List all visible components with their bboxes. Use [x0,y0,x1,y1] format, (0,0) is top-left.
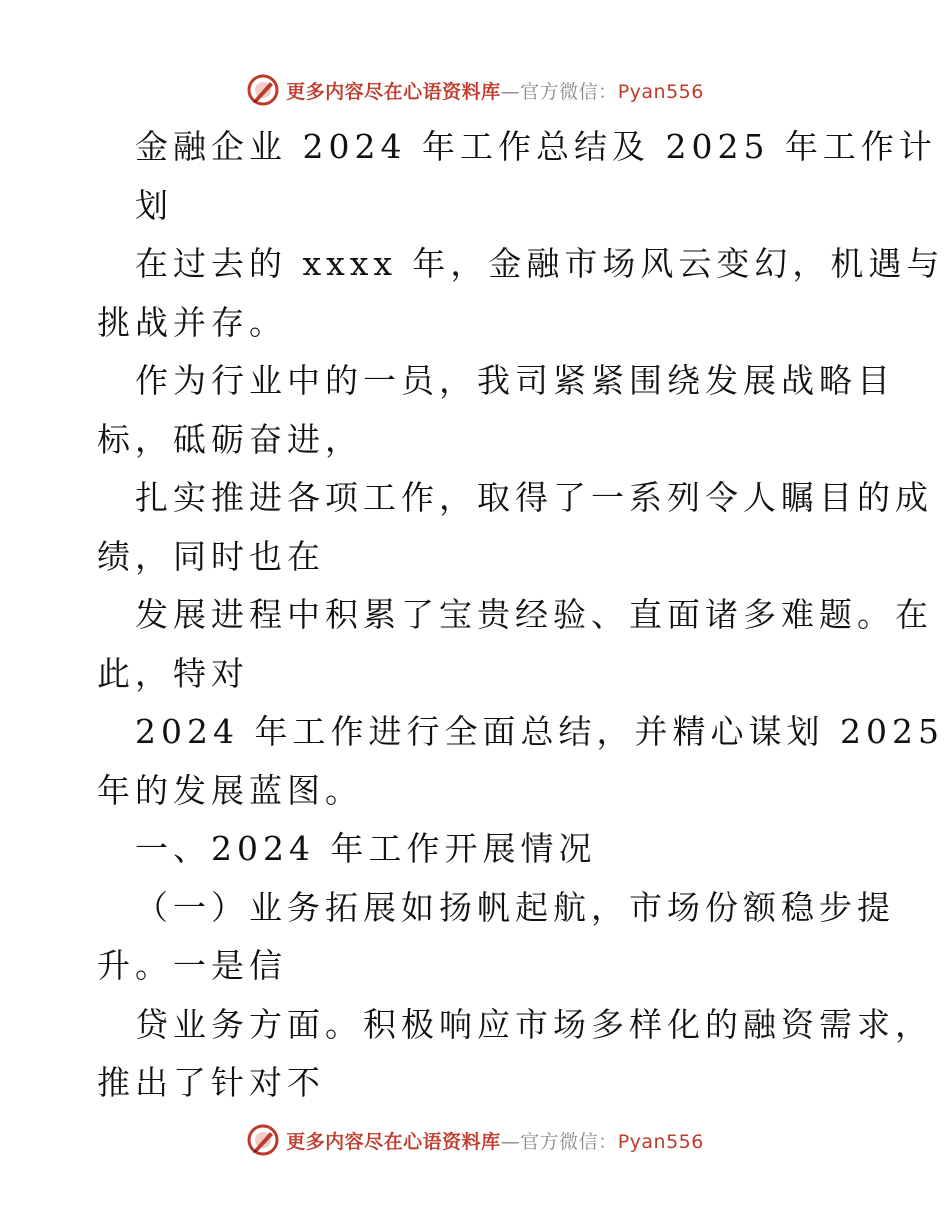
banner-contact-label: 官方微信： [520,80,618,103]
banner-contact-id: Pyan556 [617,1130,704,1153]
text-line: 作为行业中的一员，我司紧紧围绕发展战略目 [135,361,895,400]
text-line: 标，砥砺奋进， [97,419,363,459]
text-line: 扎实推进各项工作，取得了一系列令人瞩目的成 [135,478,933,517]
text-line: （一）业务拓展如扬帆起航，市场份额稳步提 [135,887,895,927]
text-line: 此，特对 [97,653,249,693]
banner-dash: — [500,80,521,103]
text-line: 发展进程中积累了宝贵经验、直面诸多难题。在 [135,595,933,634]
text-line: 推出了针对不 [97,1063,325,1102]
banner-contact-id: Pyan556 [617,80,704,103]
text-line: 在过去的 xxxx 年，金融市场风云变幻，机遇与 [135,244,945,283]
banner-text [286,1127,704,1154]
document-body [97,118,945,1113]
text-line: 2024 年工作进行全面总结，并精心谋划 2025 [135,712,944,751]
banner-dash: — [500,1130,521,1153]
text-line: 金融企业 2024 年工作总结及 2025 年工作计 [135,127,937,166]
pen-logo-icon [246,1123,280,1157]
footer-banner [0,1120,950,1160]
banner-contact-label: 官方微信： [520,1130,618,1153]
banner-brand: 更多内容尽在心语资料库 [286,1130,501,1153]
banner-text [286,77,704,104]
text-line: 贷业务方面。积极响应市场多样化的融资需求， [135,1004,933,1044]
text-line: 升。一是信 [97,946,287,985]
header-banner [0,70,950,110]
text-line: 绩，同时也在 [97,536,325,576]
banner-brand: 更多内容尽在心语资料库 [286,80,501,103]
text-line: 挑战并存。 [97,302,287,342]
text-line: 年的发展蓝图。 [97,770,363,810]
text-line: 一、2024 年工作开展情况 [135,829,597,868]
text-line: 划 [135,185,173,225]
pen-logo-icon [246,73,280,107]
